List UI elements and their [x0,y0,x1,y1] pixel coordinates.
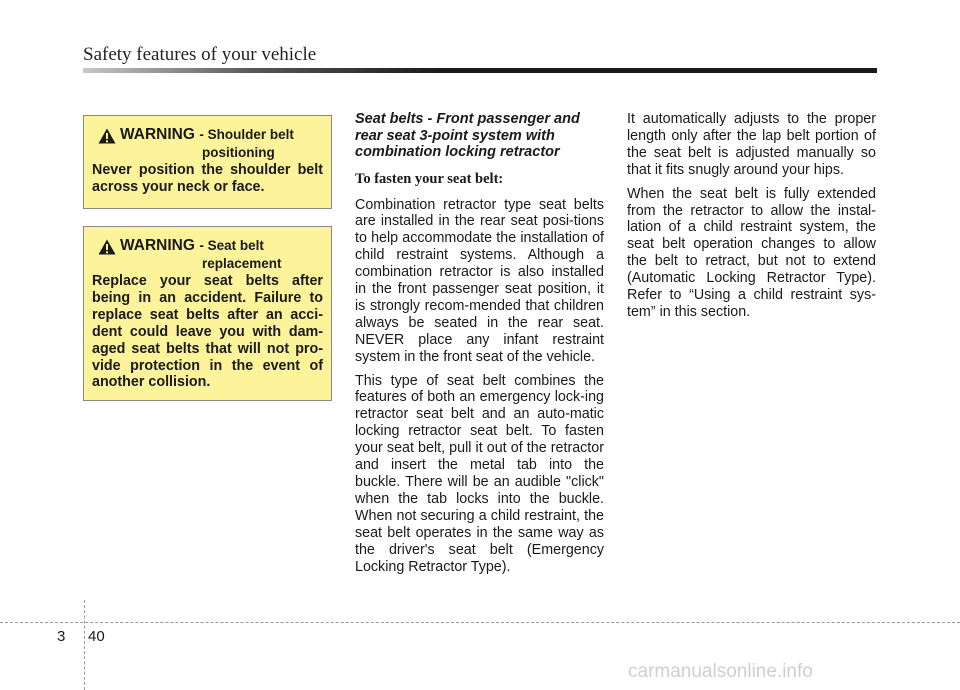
watermark: carmanualsonline.info [628,661,813,682]
body-paragraph: It automatically adjusts to the proper length only after the lap belt portion of the seat belt is adjusted manually so that it fits snugly around your hips. [627,111,876,178]
footer-rule [0,622,960,623]
warning-triangle-icon [98,239,116,255]
body-paragraph: This type of seat belt combines the features of both an emergency lock-ing retractor seat belt and an auto-matic locking retractor seat belt. To fasten your seat belt, pull it out of the retractor and insert the metal tab into the buckle. There will be an audible "click" when the tab locks into the buckle. When not securing a child restraint, the seat belt operates in the same way as the driver's seat belt (Emergency Locking Retractor Type). [355,372,604,575]
page-number: 40 [88,628,105,645]
page-header-title: Safety features of your vehicle [83,44,317,65]
warning-box-seat-belt-replacement [83,226,332,401]
section-subtitle: To fasten your seat belt: [355,170,504,187]
warning-heading [92,126,323,162]
footer-divider [84,600,85,690]
warning-subtitle-continued: positioning [202,145,275,160]
warning-box-shoulder-belt [83,115,332,209]
header-rule [83,68,877,73]
warning-body: Never position the shoulder belt across your neck or face. [92,162,323,195]
warning-triangle-icon [98,128,116,144]
section-title: Seat belts - Front passenger and rear seat 3-point system with combination locking retractor [355,111,580,160]
warning-subtitle: - Shoulder belt [199,127,294,142]
warning-heading [92,237,323,273]
main-text-column [355,111,604,582]
warning-label: WARNING [120,237,195,254]
body-paragraph: Combination retractor type seat belts are installed in the rear seat posi-tions to help accommodate the installation of child restraint systems. Although a combination retractor is also installed in the front passenger seat position, it is strongly recom-mended that children always be seated in the rear seat. NEVER place any infant restraint system in the front seat of the vehicle. [355,196,604,365]
warning-body: Replace your seat belts after being in an accident. Failure to replace seat belts after an acci-dent could leave you with dam-aged seat belts that will not pro-vide protection in the event of another collision. [92,273,323,391]
chapter-number: 3 [57,628,66,645]
right-text-column [627,111,876,328]
body-paragraph: When the seat belt is fully extended from the retractor to allow the instal-lation of a child restraint system, the seat belt operation changes to allow the belt to retract, but not to extend (Automatic Locking Retractor Type). Refer to “Using a child restraint sys-tem” in this section. [627,185,876,320]
warning-subtitle: - Seat belt [199,238,264,253]
warning-subtitle-continued: replacement [202,256,282,271]
warning-label: WARNING [120,126,195,143]
